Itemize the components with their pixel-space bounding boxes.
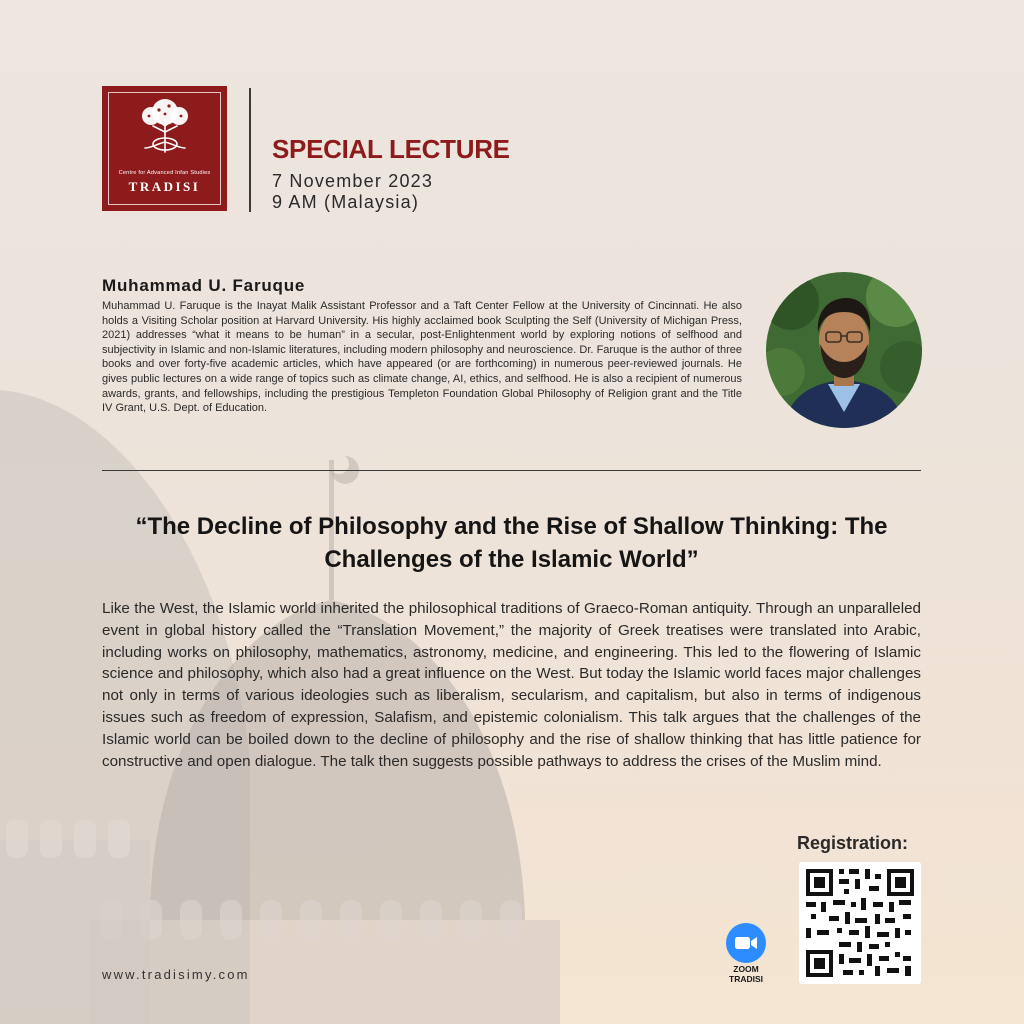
event-time: 9 AM (Malaysia) xyxy=(272,192,420,212)
speaker-name: Muhammad U. Faruque xyxy=(102,276,306,295)
event-type: SPECIAL LECTURE xyxy=(272,134,510,164)
header-divider xyxy=(249,88,251,212)
zoom-camera-icon xyxy=(726,923,766,963)
speaker-bio: Muhammad U. Faruque is the Inayat Malik Assistant Professor and a Taft Center Fellow at the University of Cincinnati. He also holds a Visiting Scholar position at Harvard University. His highly acclaimed book Sculpting the Self (University of Michigan Press, 2021) addresses “what it means to be human” in a secular, post-Enlightenment world by exploring notions of selfhood and subjectivity in Islamic and non-Islamic literatures, including modern philosophy and neuroscience. Dr. Faruque is the author of three books and over forty-five academic articles, which have appeared (or are forthcoming) in numerous peer-reviewed journals. He gives public lectures on a wide range of topics such as climate change, AI, ethics, and selfhood. He is also a recipient of numerous awards, grants, and fellowships, including the prestigious Templeton Foundation Global Philosophy of Religion grant and the Title IV Grant, U.S. Dept. of Education. xyxy=(102,300,742,415)
logo-name: TRADISI xyxy=(128,179,201,194)
section-divider xyxy=(102,470,921,471)
zoom-label-line1: ZOOM xyxy=(733,964,759,974)
lecture-title: “The Decline of Philosophy and the Rise of Shallow Thinking: The Challenges of the Islamic World” xyxy=(135,513,888,573)
tradisi-logo xyxy=(102,86,227,211)
zoom-label xyxy=(718,964,774,984)
qr-code-icon[interactable] xyxy=(799,862,921,984)
registration-label: Registration: xyxy=(797,833,909,853)
website-link[interactable]: www.tradisimy.com xyxy=(102,967,250,982)
event-date: 7 November 2023 xyxy=(272,171,434,191)
speaker-photo xyxy=(766,272,922,428)
zoom-label-line2: TRADISI xyxy=(729,974,763,984)
tree-logo-icon xyxy=(137,96,193,156)
lecture-abstract: Like the West, the Islamic world inherited the philosophical traditions of Graeco-Roman antiquity. Through an unparalleled event in global history called the “Translation Movement,” the majority of Greek treatises were translated into Arabic, including works on philosophy, mathematics, astronomy, medicine, and engineering. This led to the flowering of Islamic science and philosophy, which also had a great influence on the West. But today the Islamic world faces major challenges not only in terms of various ideologies such as liberalism, secularism, and capitalism, but also in terms of indigenous issues such as freedom of expression, Salafism, and epistemic colonialism. This talk argues that the challenges of the Islamic world can be boiled down to the decline of philosophy and the rise of shallow thinking that has little patience for constructive and open dialogue. The talk then suggests possible pathways to address the crises of the Muslim mind. xyxy=(102,600,921,770)
logo-subtitle: Centre for Advanced Infan Studies xyxy=(118,170,211,176)
